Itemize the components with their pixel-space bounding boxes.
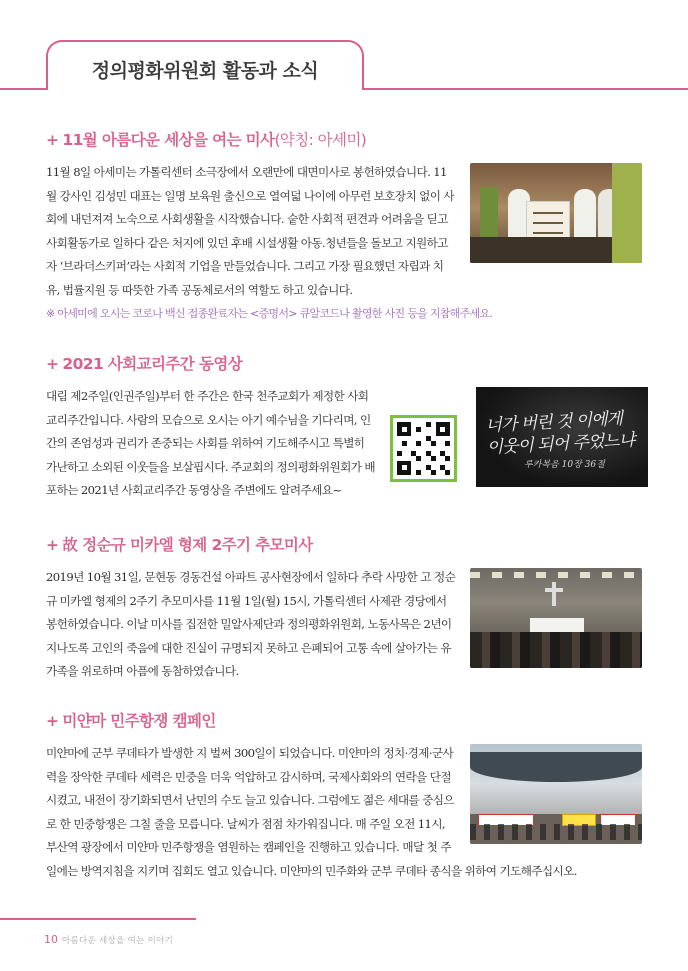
section-title-text: 11월 아름다운 세상을 여는 미사	[62, 131, 275, 149]
section-myanmar-campaign	[46, 709, 642, 884]
plus-icon: +	[46, 131, 59, 149]
campaign-photo-icon	[470, 744, 642, 844]
title-tab	[46, 40, 364, 90]
plus-icon: +	[46, 712, 59, 730]
memorial-mass-photo-icon	[470, 568, 642, 668]
page-number: 10	[44, 933, 58, 946]
plus-icon: +	[46, 355, 59, 373]
section-title-text: 2021 사회교리주간 동영상	[62, 355, 243, 373]
section-title	[46, 709, 642, 731]
section-body: 2019년 10월 31일, 문현동 경동건설 아파트 공사현장에서 일하다 추락 사망한 고 정순규 미카엘 형제의 2주기 추모미사를 11월 1일(월) 15시, 가톨릭센터 사제관 경당에서 봉헌하였습니다. 이날 미사를 집전한 밀알사제단과 정의평화위원회, 노동사목은 2년이 지나도록 고인의 죽음에 대한 진실이 규명되지 못하고 은폐되어 고통 속에 살아가는 유가족을 위로하며 아픔에 동참하였습니다.	[46, 570, 456, 679]
section-body: 미얀마에 군부 쿠데타가 발생한 지 벌써 300일이 되었습니다. 미얀마의 정치·경제·군사력을 장악한 쿠데타 세력은 민중을 더욱 억압하고 감시하며, 국제사회와의 연락을 단절시켰고, 내전이 장기화되면서 난민의 수도 늘고 있습니다. 그럼에도 젊은 세대를 중심으로 한 민중항쟁은 그칠 줄을 모릅니다. 날씨가 점점 차가워집니다. 매 주일 오전 11시, 부산역 광장에서 미얀마 민주항쟁을 염원하는 캠페인을 진행하고 있습니다. 매달 첫 주일에는 방역지침을 지키며 집회도 열고 있습니다. 미얀마의 민주화와 군부 쿠데타 종식을 위하여 기도해주십시오.	[46, 746, 577, 878]
section-title-text: 미얀마 민주항쟁 캠페인	[62, 712, 216, 730]
qr-code-icon[interactable]	[390, 415, 457, 482]
section-title	[46, 128, 642, 150]
section-title	[46, 352, 642, 374]
section-body: 11월 8일 아세미는 가톨릭센터 소극장에서 오랜만에 대면미사로 봉헌하였습니다. 11월 강사인 김성민 대표는 일명 보육원 출신으로 열여덟 나이에 아무런 보호장치 없이 사회에 내던져져 노숙으로 사회생활을 시작했습니다. 숱한 사회적 편견과 어려움을 딛고 사회활동가로 일하다 같은 처지에 있던 후배 시설생활 아동.청년들을 돌보고 지원하고자 ‘브라더스키퍼’라는 사회적 기업을 만들었습니다. 그리고 가장 필요했던 자립과 치유, 법률지원 등 따뜻한 가족 공동체로서의 역할도 하고 있습니다.	[46, 165, 455, 297]
footer-text: 아름다운 세상을 여는 이야기	[62, 936, 174, 946]
mass-photo-icon	[470, 163, 642, 263]
section-note: ※ 아세미에 오시는 코로나 백신 접종완료자는 <증명서> 큐알코드나 촬영한 사진 등을 지참해주세요.	[46, 306, 493, 320]
section-asemi-mass	[46, 128, 642, 325]
plus-icon: +	[46, 536, 59, 554]
section-memorial-mass	[46, 533, 642, 684]
section-title-suffix: (약칭: 아세미)	[274, 131, 367, 149]
section-title-text: 故 정순규 미카엘 형제 2주기 추모미사	[62, 536, 313, 554]
section-body: 대림 제2주일(인권주일)부터 한 주간은 한국 천주교회가 제정한 사회교리주간입니다. 사람의 모습으로 오시는 아기 예수님을 기다리며, 인간의 존엄성과 권리가 존중되는 사회를 위하여 기도해주시고 특별히 가난하고 소외된 이웃들을 보살핍시다. 주교회의 정의평화위원회가 배포하는 2021년 사회교리주간 동영상을 주변에도 알려주세요~	[46, 389, 375, 498]
video-caption: 너가 버린 것 이에게 이웃이 되어 주었느냐	[485, 408, 635, 459]
page-title: 정의평화위원회 활동과 소식	[91, 60, 319, 82]
video-subcaption: 루카복음 10장 36절	[524, 460, 605, 470]
video-banner	[390, 387, 642, 487]
video-thumbnail[interactable]	[476, 387, 648, 487]
footer-divider	[0, 918, 196, 920]
section-social-doctrine-video	[46, 352, 642, 503]
section-title	[46, 533, 642, 555]
page-header	[0, 0, 688, 96]
